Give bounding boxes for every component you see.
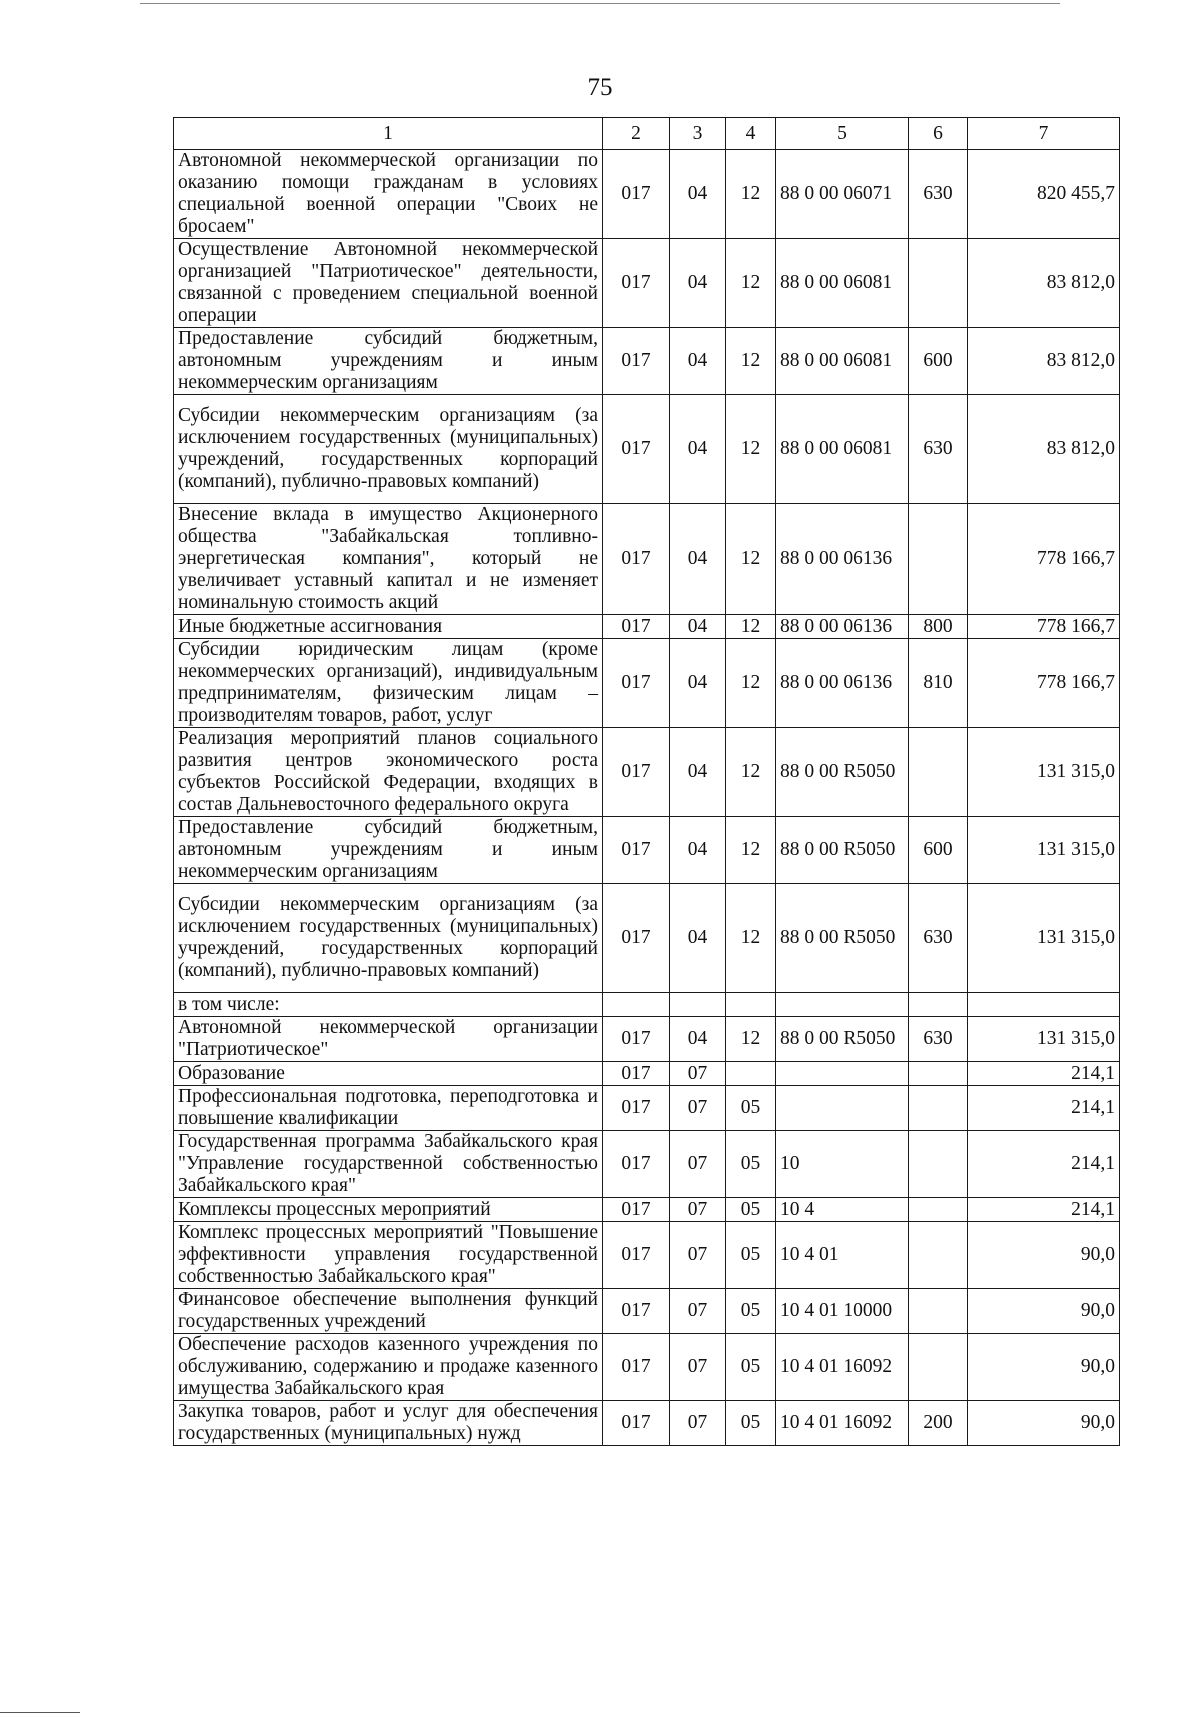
- subsection-code: 05: [726, 1198, 776, 1222]
- amount-value: 214,1: [968, 1131, 1120, 1198]
- section-code: 07: [670, 1222, 726, 1289]
- subsection-code: 05: [726, 1086, 776, 1131]
- page-number: 75: [587, 74, 613, 101]
- target-article-code: 88 0 00 R5050: [776, 817, 909, 884]
- ministry-code: 017: [603, 817, 670, 884]
- table-row: [174, 728, 1120, 817]
- table-row: [174, 1017, 1120, 1062]
- subsection-code: 12: [726, 395, 776, 504]
- table-row: [174, 395, 1120, 504]
- amount-value: 214,1: [968, 1062, 1120, 1086]
- target-article-code: 88 0 00 06071: [776, 150, 909, 239]
- section-code: 04: [670, 504, 726, 615]
- subsection-code: 12: [726, 728, 776, 817]
- ministry-code: 017: [603, 884, 670, 993]
- expense-type-code: [909, 728, 968, 817]
- amount-value: [968, 993, 1120, 1017]
- subsection-code: 05: [726, 1131, 776, 1198]
- amount-value: 820 455,7: [968, 150, 1120, 239]
- ministry-code: 017: [603, 1198, 670, 1222]
- table-row: [174, 1086, 1120, 1131]
- target-article-code: 88 0 00 R5050: [776, 884, 909, 993]
- budget-table-body: [174, 118, 1120, 1446]
- table-row: [174, 615, 1120, 639]
- subsection-code: 05: [726, 1334, 776, 1401]
- expense-type-code: [909, 1289, 968, 1334]
- target-article-code: 10 4 01 16092: [776, 1334, 909, 1401]
- subsection-code: 12: [726, 328, 776, 395]
- subsection-code: 12: [726, 1017, 776, 1062]
- row-description: Автономной некоммерческой организации по оказанию помощи гражданам в условиях специальной военной операции "Своих не бросаем": [174, 150, 603, 239]
- section-code: 07: [670, 1131, 726, 1198]
- amount-value: 131 315,0: [968, 817, 1120, 884]
- ministry-code: 017: [603, 504, 670, 615]
- section-code: 04: [670, 639, 726, 728]
- ministry-code: 017: [603, 1086, 670, 1131]
- header-cell: 3: [670, 118, 726, 150]
- section-code: 04: [670, 395, 726, 504]
- expense-type-code: 810: [909, 639, 968, 728]
- subsection-code: [726, 993, 776, 1017]
- ministry-code: [603, 993, 670, 1017]
- target-article-code: 10 4 01: [776, 1222, 909, 1289]
- section-code: 07: [670, 1198, 726, 1222]
- ministry-code: 017: [603, 328, 670, 395]
- section-code: 04: [670, 1017, 726, 1062]
- row-description: Комплекс процессных мероприятий "Повышение эффективности управления государственной собственностью Забайкальского края": [174, 1222, 603, 1289]
- table-row: [174, 239, 1120, 328]
- header-cell: 1: [174, 118, 603, 150]
- subsection-code: 12: [726, 239, 776, 328]
- row-description: Государственная программа Забайкальского края "Управление государственной собственностью Забайкальского края": [174, 1131, 603, 1198]
- row-description: Профессиональная подготовка, переподготовка и повышение квалификации: [174, 1086, 603, 1131]
- row-description: Реализация мероприятий планов социального развития центров экономического роста субъектов Российской Федерации, входящих в состав Дальневосточного федерального округа: [174, 728, 603, 817]
- ministry-code: 017: [603, 728, 670, 817]
- amount-value: 83 812,0: [968, 395, 1120, 504]
- row-description: Субсидии некоммерческим организациям (за исключением государственных (муниципальных) учреждений, государственных корпораций (компаний), публично-правовых компаний): [174, 395, 603, 504]
- expense-type-code: 630: [909, 1017, 968, 1062]
- table-row: [174, 1131, 1120, 1198]
- amount-value: 131 315,0: [968, 884, 1120, 993]
- table-row: [174, 504, 1120, 615]
- row-description: Внесение вклада в имущество Акционерного общества "Забайкальская топливно-энергетическая компания", который не увеличивает уставный капитал и не изменяет номинальную стоимость акций: [174, 504, 603, 615]
- amount-value: 131 315,0: [968, 1017, 1120, 1062]
- ministry-code: 017: [603, 395, 670, 504]
- section-code: 04: [670, 615, 726, 639]
- amount-value: 83 812,0: [968, 239, 1120, 328]
- table-row: [174, 1198, 1120, 1222]
- section-code: 04: [670, 817, 726, 884]
- table-row: [174, 884, 1120, 993]
- target-article-code: 10 4 01 16092: [776, 1401, 909, 1446]
- table-row: [174, 328, 1120, 395]
- section-code: 04: [670, 150, 726, 239]
- amount-value: 778 166,7: [968, 504, 1120, 615]
- expense-type-code: 600: [909, 328, 968, 395]
- row-description: Осуществление Автономной некоммерческой организацией "Патриотическое" деятельности, связанной с проведением специальной военной операции: [174, 239, 603, 328]
- table-row: [174, 1289, 1120, 1334]
- row-description: Обеспечение расходов казенного учреждения по обслуживанию, содержанию и продаже казенного имущества Забайкальского края: [174, 1334, 603, 1401]
- expense-type-code: 630: [909, 884, 968, 993]
- target-article-code: 88 0 00 06136: [776, 504, 909, 615]
- ministry-code: 017: [603, 1289, 670, 1334]
- row-description: Комплексы процессных мероприятий: [174, 1198, 603, 1222]
- target-article-code: 10 4: [776, 1198, 909, 1222]
- row-description: Субсидии юридическим лицам (кроме некоммерческих организаций), индивидуальным предпринимателям, физическим лицам – производителям товаров, работ, услуг: [174, 639, 603, 728]
- section-code: 07: [670, 1401, 726, 1446]
- row-description: в том числе:: [174, 993, 603, 1017]
- subsection-code: 12: [726, 639, 776, 728]
- target-article-code: 88 0 00 06136: [776, 639, 909, 728]
- row-description: Субсидии некоммерческим организациям (за исключением государственных (муниципальных) учреждений, государственных корпораций (компаний), публично-правовых компаний): [174, 884, 603, 993]
- amount-value: 90,0: [968, 1401, 1120, 1446]
- table-row: [174, 1062, 1120, 1086]
- amount-value: 90,0: [968, 1334, 1120, 1401]
- table-row: [174, 817, 1120, 884]
- ministry-code: 017: [603, 1062, 670, 1086]
- row-description: Образование: [174, 1062, 603, 1086]
- amount-value: 90,0: [968, 1222, 1120, 1289]
- amount-value: 214,1: [968, 1086, 1120, 1131]
- ministry-code: 017: [603, 1334, 670, 1401]
- ministry-code: 017: [603, 615, 670, 639]
- ministry-code: 017: [603, 150, 670, 239]
- subsection-code: 12: [726, 884, 776, 993]
- amount-value: 214,1: [968, 1198, 1120, 1222]
- table-row: [174, 1334, 1120, 1401]
- section-code: [670, 993, 726, 1017]
- row-description: Автономной некоммерческой организации "Патриотическое": [174, 1017, 603, 1062]
- expense-type-code: [909, 993, 968, 1017]
- top-scan-rule: [140, 3, 1060, 4]
- table-row: [174, 1401, 1120, 1446]
- expense-type-code: 200: [909, 1401, 968, 1446]
- header-cell: 4: [726, 118, 776, 150]
- amount-value: 90,0: [968, 1289, 1120, 1334]
- target-article-code: [776, 993, 909, 1017]
- row-description: Финансовое обеспечение выполнения функций государственных учреждений: [174, 1289, 603, 1334]
- section-code: 07: [670, 1086, 726, 1131]
- expense-type-code: [909, 1062, 968, 1086]
- expense-type-code: [909, 239, 968, 328]
- target-article-code: 88 0 00 06136: [776, 615, 909, 639]
- expense-type-code: 600: [909, 817, 968, 884]
- header-cell: 2: [603, 118, 670, 150]
- section-code: 07: [670, 1289, 726, 1334]
- amount-value: 131 315,0: [968, 728, 1120, 817]
- subsection-code: 12: [726, 615, 776, 639]
- section-code: 07: [670, 1334, 726, 1401]
- ministry-code: 017: [603, 239, 670, 328]
- target-article-code: 88 0 00 06081: [776, 239, 909, 328]
- target-article-code: 88 0 00 06081: [776, 328, 909, 395]
- expense-type-code: [909, 504, 968, 615]
- section-code: 07: [670, 1062, 726, 1086]
- target-article-code: 88 0 00 R5050: [776, 728, 909, 817]
- row-description: Предоставление субсидий бюджетным, автономным учреждениям и иным некоммерческим организациям: [174, 817, 603, 884]
- amount-value: 778 166,7: [968, 639, 1120, 728]
- target-article-code: [776, 1086, 909, 1131]
- expense-type-code: 630: [909, 150, 968, 239]
- expense-type-code: [909, 1334, 968, 1401]
- amount-value: 83 812,0: [968, 328, 1120, 395]
- table-row: [174, 150, 1120, 239]
- expense-type-code: 800: [909, 615, 968, 639]
- target-article-code: 88 0 00 06081: [776, 395, 909, 504]
- row-description: Предоставление субсидий бюджетным, автономным учреждениям и иным некоммерческим организациям: [174, 328, 603, 395]
- table-row: [174, 639, 1120, 728]
- target-article-code: 10: [776, 1131, 909, 1198]
- expense-type-code: [909, 1198, 968, 1222]
- row-description: Закупка товаров, работ и услуг для обеспечения государственных (муниципальных) нужд: [174, 1401, 603, 1446]
- section-code: 04: [670, 239, 726, 328]
- column-number-header: [174, 118, 1120, 150]
- section-code: 04: [670, 884, 726, 993]
- header-cell: 6: [909, 118, 968, 150]
- subsection-code: 05: [726, 1289, 776, 1334]
- ministry-code: 017: [603, 639, 670, 728]
- table-row: [174, 993, 1120, 1017]
- expense-type-code: [909, 1131, 968, 1198]
- ministry-code: 017: [603, 1017, 670, 1062]
- ministry-code: 017: [603, 1131, 670, 1198]
- subsection-code: 05: [726, 1222, 776, 1289]
- header-cell: 7: [968, 118, 1120, 150]
- subsection-code: 12: [726, 150, 776, 239]
- expense-type-code: [909, 1222, 968, 1289]
- expense-type-code: [909, 1086, 968, 1131]
- subsection-code: 12: [726, 504, 776, 615]
- expense-type-code: 630: [909, 395, 968, 504]
- header-cell: 5: [776, 118, 909, 150]
- row-description: Иные бюджетные ассигнования: [174, 615, 603, 639]
- subsection-code: [726, 1062, 776, 1086]
- amount-value: 778 166,7: [968, 615, 1120, 639]
- bottom-scan-rule: [0, 1712, 80, 1713]
- ministry-code: 017: [603, 1401, 670, 1446]
- budget-table: [173, 117, 1120, 1446]
- target-article-code: [776, 1062, 909, 1086]
- ministry-code: 017: [603, 1222, 670, 1289]
- section-code: 04: [670, 728, 726, 817]
- target-article-code: 88 0 00 R5050: [776, 1017, 909, 1062]
- subsection-code: 12: [726, 817, 776, 884]
- section-code: 04: [670, 328, 726, 395]
- target-article-code: 10 4 01 10000: [776, 1289, 909, 1334]
- subsection-code: 05: [726, 1401, 776, 1446]
- table-row: [174, 1222, 1120, 1289]
